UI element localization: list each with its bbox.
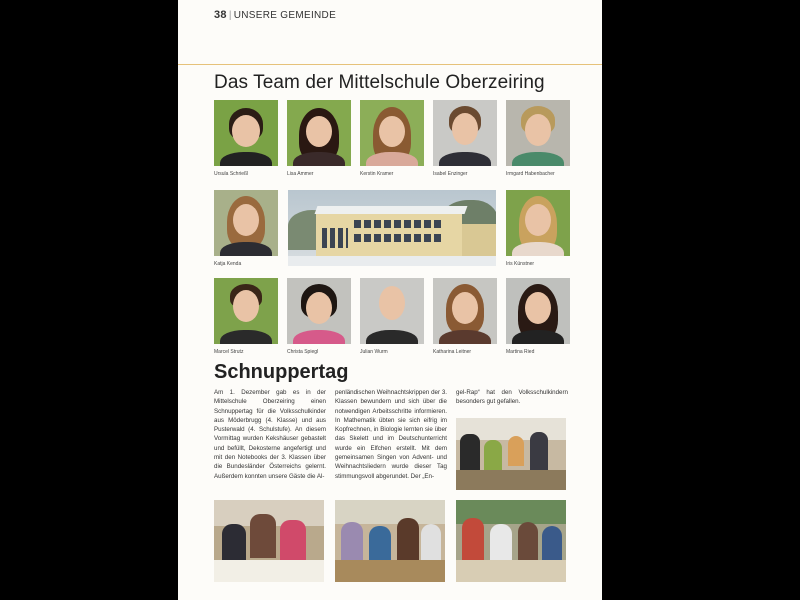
- article-column: gel-Rap“ hat den Volksschulkindern besonders gut gefallen.: [456, 389, 568, 406]
- portrait-caption: Irmgard Habenbacher: [506, 171, 555, 177]
- portrait-photo: [287, 278, 351, 344]
- portrait-caption: Julian Wurm: [360, 349, 388, 355]
- header-rule: [178, 64, 602, 65]
- magazine-page: [178, 0, 602, 600]
- portrait-photo: [506, 100, 570, 166]
- portrait-caption: Martina Ried: [506, 349, 535, 355]
- portrait-photo: [360, 100, 424, 166]
- portrait-caption: Kerstin Kramer: [360, 171, 394, 177]
- class-photo: [214, 500, 324, 582]
- article-column: Am 1. Dezember gab es in der Mittelschule Oberzeiring einen Schnuppertag für die Volksschulkinder aus Möderbrugg (4. Klasse) und aus Pusterwald (4. Schulstufe). An diesem Vormittag wurden Kekshäuser gebastelt und befüllt, Dekosterne angefertigt und mit den Notebooks der 3. Klassen über die Bundesländer Österreichs gelernt. Außerdem konnten unsere Gäste die Al-: [214, 389, 326, 480]
- portrait-photo: [506, 278, 570, 344]
- page-title: Das Team der Mittelschule Oberzeiring: [214, 72, 545, 93]
- portrait-caption: Isabel Enzinger: [433, 171, 468, 177]
- portrait-photo: [287, 100, 351, 166]
- portrait-caption: Iris Künstner: [506, 261, 535, 267]
- portrait-photo: [433, 278, 497, 344]
- page-number: 38: [214, 9, 227, 21]
- section-heading: Schnuppertag: [214, 361, 349, 383]
- portrait-photo: [214, 278, 278, 344]
- portrait-caption: Katja Kenda: [214, 261, 242, 267]
- portrait-caption: Katharina Leitner: [433, 349, 472, 355]
- portrait-photo: [360, 278, 424, 344]
- portrait-photo: [506, 190, 570, 256]
- portrait-caption: Ursula Schrießl: [214, 171, 249, 177]
- portrait-caption: Marcel Strutz: [214, 349, 244, 355]
- class-photo: [456, 418, 566, 490]
- portrait-photo: [214, 190, 278, 256]
- portrait-photo: [433, 100, 497, 166]
- article-column: penländischen Weihnachtskrippen der 3. Klassen bewundern und sich über die notwendigen Arbeitsschritte informieren. In Mathematik übten sie sich eifrig im Kopfrechnen, in Biologie lernten sie über das Skelett und im Deutschunterricht wurde ein Elfchen erstellt. Mit dem gemeinsamen Singen von Advent- und Weihnachtsliedern wurde dieser Tag stimmungsvoll abgerundet. Der „En-: [335, 389, 447, 480]
- school-building-photo: [288, 190, 496, 266]
- section-title: UNSERE GEMEINDE: [233, 10, 337, 21]
- running-head: 38 | UNSERE GEMEINDE: [214, 9, 337, 21]
- portrait-caption: Christa Spiegl: [287, 349, 319, 355]
- portrait-photo: [214, 100, 278, 166]
- class-photo: [456, 500, 566, 582]
- class-photo: [335, 500, 445, 582]
- portrait-caption: Lisa Ammer: [287, 171, 314, 177]
